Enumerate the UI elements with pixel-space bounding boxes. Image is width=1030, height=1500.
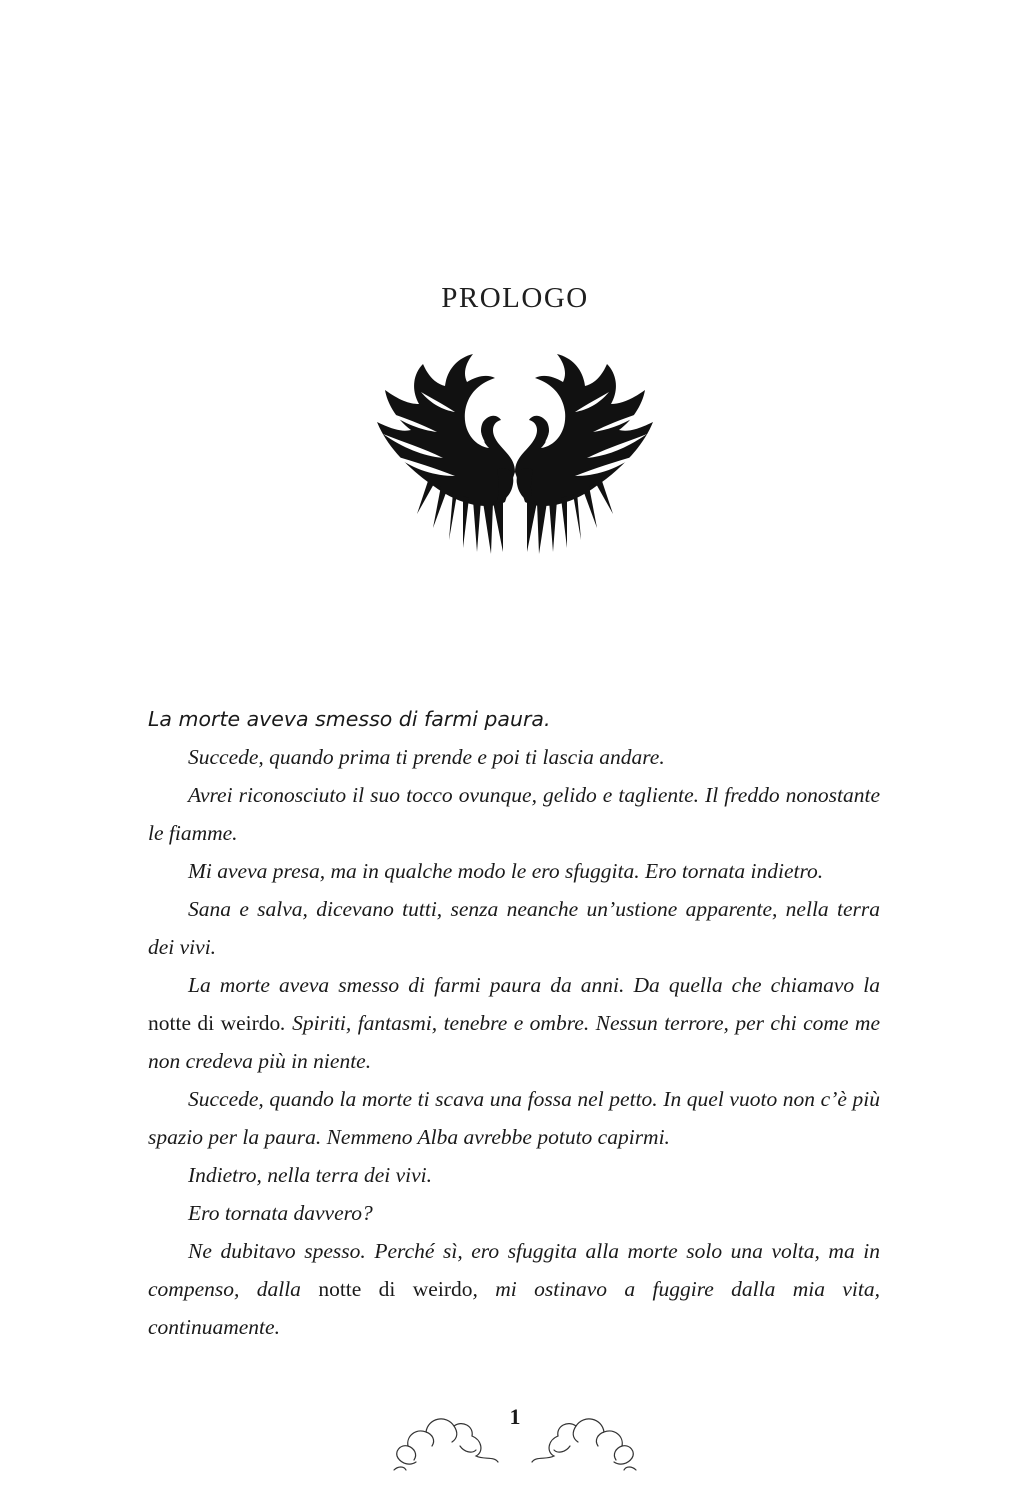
text-run-roman: notte di weirdo — [148, 1011, 281, 1035]
lead-sentence: La morte aveva smesso di farmi paura. — [148, 707, 551, 731]
text-run: Ne dubitavo spesso. Perché sì, ero sfuggita alla morte solo una volta, ma in compenso, dalla — [148, 1239, 880, 1301]
paragraph: Avrei riconosciuto il suo tocco ovunque, gelido e tagliente. Il freddo nonostante le fiamme. — [148, 783, 880, 845]
prologue-text — [148, 700, 880, 1346]
paragraph — [148, 966, 880, 1080]
paragraph: Sana e salva, dicevano tutti, senza neanche un’ustione apparente, nella terra dei vivi. — [148, 897, 880, 959]
paragraph: Mi aveva presa, ma in qualche modo le ero sfuggita. Ero tornata indietro. — [188, 859, 824, 883]
paragraph — [148, 1232, 880, 1346]
text-run: , mi ostinavo a fuggire dalla mia vita, continuamente. — [148, 1277, 880, 1339]
text-run: . Spiriti, fantasmi, tenebre e ombre. Nessun terrore, per chi come me non credeva più in niente. — [148, 1011, 881, 1073]
chapter-title: PROLOGO — [441, 282, 589, 314]
page-number: 1 — [509, 1404, 521, 1429]
text-run-roman: notte di weirdo — [300, 1277, 473, 1301]
paragraph: Succede, quando prima ti prende e poi ti lascia andare. — [188, 745, 665, 769]
paragraph: Indietro, nella terra dei vivi. — [188, 1163, 433, 1187]
text-run: La morte aveva smesso di farmi paura da anni. Da quella che chiamavo — [188, 973, 864, 997]
winged-emblem-icon — [365, 352, 665, 557]
paragraph: Succede, quando la morte ti scava una fossa nel petto. In quel vuoto non c’è più spazio per la paura. Nemmeno Alba avrebbe potuto capirmi. — [148, 1087, 880, 1149]
text-run: la — [863, 973, 880, 997]
paragraph: Ero tornata davvero? — [188, 1201, 373, 1225]
